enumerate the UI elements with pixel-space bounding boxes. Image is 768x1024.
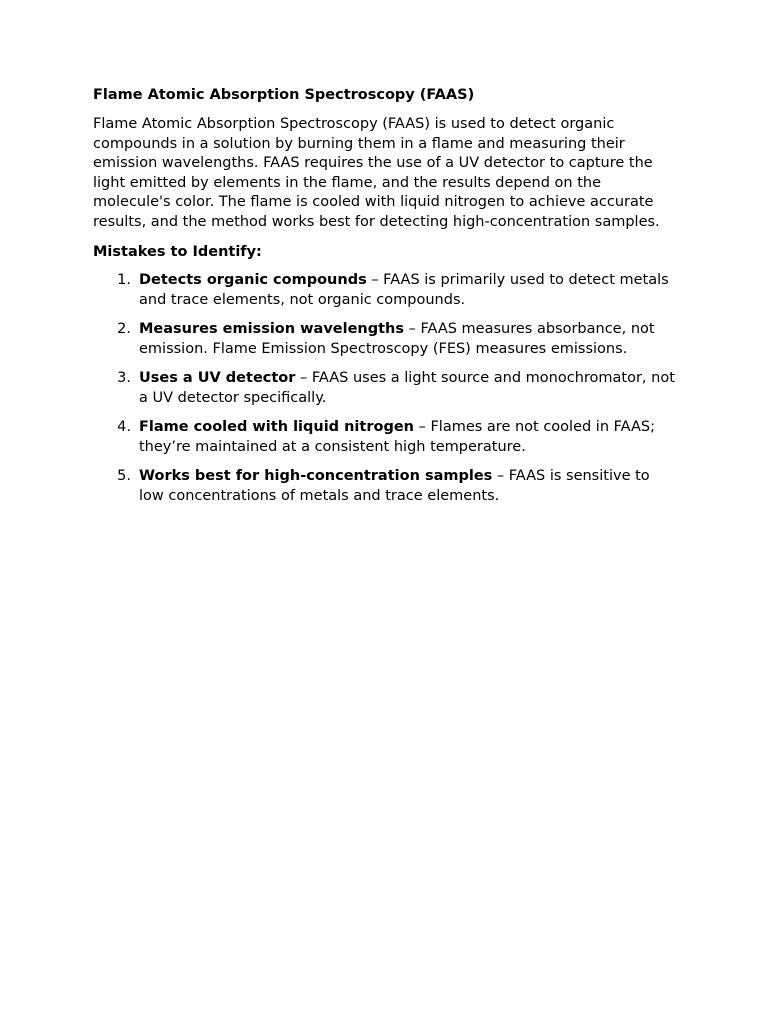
mistake-item (93, 369, 678, 408)
item-explanation: – Flames are not cooled in FAAS; they’re maintained at a consistent high temperature. (139, 419, 655, 455)
item-term: Works best for high-concentration samples (139, 468, 493, 484)
item-explanation: – FAAS is primarily used to detect metals and trace elements, not organic compounds. (139, 272, 669, 308)
item-explanation: – FAAS uses a light source and monochromator, not a UV detector specifically. (139, 370, 675, 406)
item-term: Measures emission wavelengths (139, 321, 405, 337)
mistakes-heading: Mistakes to Identify: (93, 244, 262, 260)
intro-paragraph: Flame Atomic Absorption Spectroscopy (FAAS) is used to detect organic compounds in a solution by burning them in a flame and measuring their emission wavelengths. FAAS requires the use of a UV detector to capture the light emitted by elements in the flame, and the results depend on the molecule's color. The flame is cooled with liquid nitrogen to achieve accurate results, and the method works best for detecting high-concentration samples. (93, 116, 660, 230)
document-page (93, 85, 678, 516)
item-number: 1. (117, 272, 131, 288)
mistake-item (93, 320, 678, 359)
mistake-item (93, 271, 678, 310)
item-explanation: – FAAS measures absorbance, not emission. Flame Emission Spectroscopy (FES) measures emissions. (139, 321, 655, 357)
mistake-item (93, 418, 678, 457)
item-term: Flame cooled with liquid nitrogen (139, 419, 414, 435)
item-number: 3. (117, 370, 131, 386)
item-number: 5. (117, 468, 131, 484)
item-number: 2. (117, 321, 131, 337)
item-term: Detects organic compounds (139, 272, 367, 288)
item-term: Uses a UV detector (139, 370, 296, 386)
mistakes-list (93, 271, 678, 506)
mistake-item (93, 467, 678, 506)
item-number: 4. (117, 419, 131, 435)
document-title: Flame Atomic Absorption Spectroscopy (FAAS) (93, 87, 475, 103)
item-explanation: – FAAS is sensitive to low concentrations of metals and trace elements. (139, 468, 650, 504)
